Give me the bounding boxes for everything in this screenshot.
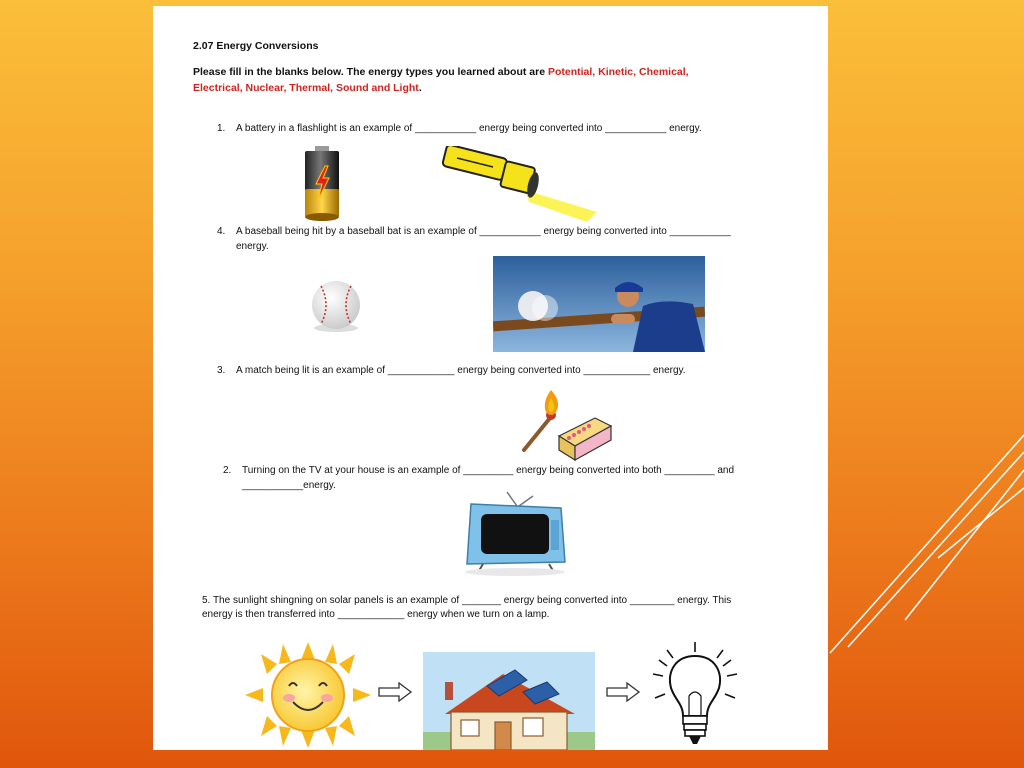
question-2-text: A baseball being hit by a baseball bat is an example of ___________ energy being converted into ___________ [236, 226, 731, 237]
sun-icon [243, 640, 373, 750]
question-3-text: A match being lit is an example of ____________ energy being converted into ____________ energy. [236, 365, 686, 376]
question-4-text: Turning on the TV at your house is an example of _________ energy being converted into both _________ and [242, 465, 735, 476]
worksheet-title: 2.07 Energy Conversions [193, 40, 319, 52]
energy-types-line2: Electrical, Nuclear, Thermal, Sound and Light [193, 82, 419, 94]
solar-house-icon [423, 652, 595, 750]
question-1-text: A battery in a flashlight is an example of ___________ energy being converted into ___________ energy. [236, 123, 702, 134]
worksheet-page [153, 6, 828, 750]
tv-icon [443, 490, 571, 578]
arrow-right-icon [377, 682, 413, 702]
battery-icon [301, 144, 343, 224]
question-4-number: 2. [223, 465, 232, 476]
baseball-bat-photo [493, 256, 705, 352]
question-2-text-line2: energy. [236, 241, 269, 252]
question-4-text-line2: ___________energy. [242, 480, 336, 491]
question-1-number: 1. [217, 123, 226, 134]
light-bulb-icon [647, 640, 743, 748]
question-3-number: 3. [217, 365, 226, 376]
instructions-text: Please fill in the blanks below. The energy types you learned about are [193, 66, 548, 78]
flashlight-icon [437, 146, 602, 226]
matchbox-icon [555, 414, 615, 462]
baseball-icon [303, 278, 369, 334]
question-2-number: 4. [217, 226, 226, 237]
instructions-end: . [418, 82, 422, 94]
instructions [193, 64, 793, 96]
energy-types-line1: Potential, Kinetic, Chemical, [547, 66, 689, 78]
question-5-text-line2: energy is then transferred into ____________ energy when we turn on a lamp. [202, 609, 550, 620]
question-5-text: 5. The sunlight shingning on solar panels is an example of _______ energy being converted into ________ energy. This [202, 595, 732, 606]
arrow-right-icon [605, 682, 641, 702]
